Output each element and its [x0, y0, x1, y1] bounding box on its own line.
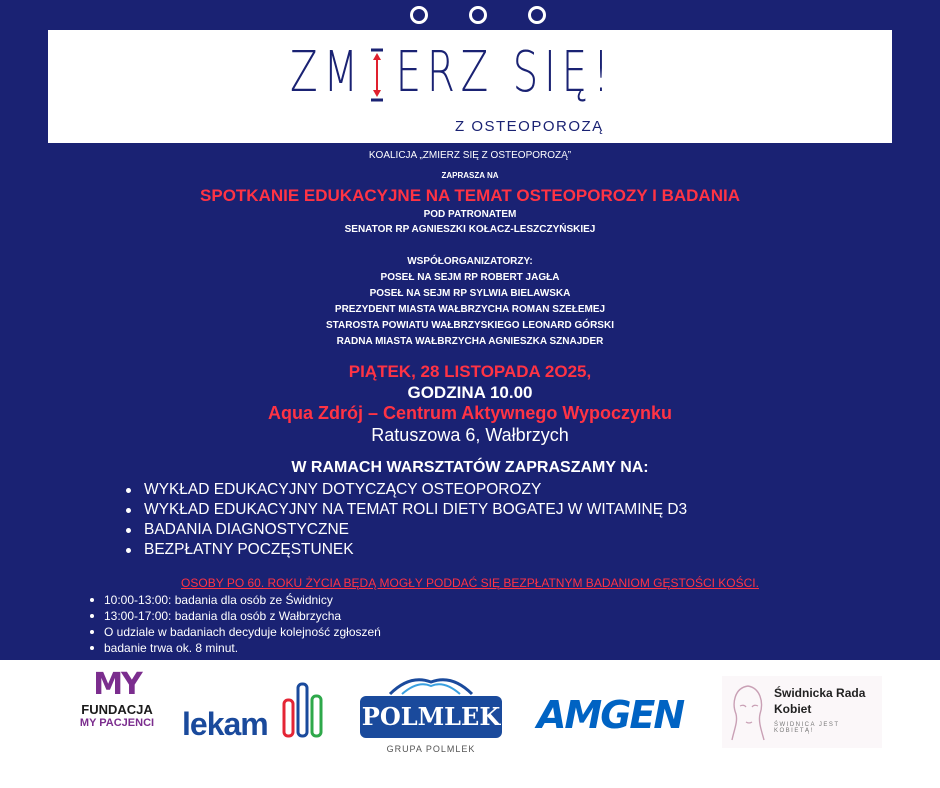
workshops-list [122, 480, 687, 560]
ring-ornament-icon [528, 6, 546, 24]
invites-text: ZAPRASZA NA [441, 171, 499, 180]
coorganizer-item: PREZYDENT MIASTA WAŁBRZYCHA ROMAN SZEŁEMEJ [334, 304, 606, 315]
swidnicka-title-2: Kobiet [774, 702, 812, 716]
event-venue: Aqua Zdrój – Centrum Aktywnego Wypoczynku [267, 403, 673, 423]
measure-marker-icon [370, 48, 384, 102]
fundacja-my-pacjenci-logo [72, 668, 162, 748]
list-item: badanie trwa ok. 8 minut. [88, 640, 381, 656]
coorganizer-item: RADNA MIASTA WAŁBRZYCHA AGNIESZKA SZNAJDER [336, 336, 604, 347]
polmlek-wave-icon [388, 672, 474, 696]
amgen-wordmark: AMGEN [537, 693, 684, 737]
list-item: 13:00-17:00: badania dla osób z Wałbrzycha [88, 608, 381, 624]
polmlek-group-label: GRUPA POLMLEK [386, 744, 476, 754]
lekam-wordmark: lekam [182, 706, 268, 742]
my-mark: MY [93, 667, 141, 702]
list-item: WYKŁAD EDUKACYJNY NA TEMAT ROLI DIETY BOGATEJ W WITAMINĘ D3 [122, 500, 687, 520]
amgen-logo [537, 690, 687, 740]
top-bar [0, 0, 940, 30]
patron-name: SENATOR RP AGNIESZKI KOŁACZ-LESZCZYŃSKIEJ [344, 224, 596, 235]
coalition-text: KOALICJA „ZMIERZ SIĘ Z OSTEOPOROZĄ” [368, 150, 572, 161]
event-title: SPOTKANIE EDUKACYJNE NA TEMAT OSTEOPOROZY I BADANIA [200, 186, 740, 205]
woman-face-icon [726, 682, 770, 744]
fundacja-name: MY PACJENCI [79, 717, 155, 729]
swidnicka-rada-kobiet-logo [722, 676, 882, 748]
list-item: O udziale w badaniach decyduje kolejność zgłoszeń [88, 624, 381, 640]
ring-ornament-icon [410, 6, 428, 24]
workshops-heading: W RAMACH WARSZTATÓW ZAPRASZAMY NA: [291, 459, 649, 476]
patronage-label: POD PATRONATEM [423, 209, 517, 220]
screening-details-list [88, 592, 381, 656]
list-item: 10:00-13:00: badania dla osób ze Świdnicy [88, 592, 381, 608]
right-border [892, 30, 940, 660]
swidnicka-tagline: ŚWIDNICA JEST KOBIETĄ! [774, 722, 840, 734]
coorganizer-item: STAROSTA POWIATU WAŁBRZYSKIEGO LEONARD GÓRSKI [326, 320, 614, 331]
coorganizer-item: POSEŁ NA SEJM RP ROBERT JAGŁA [380, 272, 560, 283]
left-border [0, 30, 48, 660]
event-date: PIĄTEK, 28 LISTOPADA 2O25, [348, 362, 592, 381]
title-part-right: ERZ SIĘ! [395, 40, 615, 105]
list-item: BEZPŁATNY POCZĘSTUNEK [122, 540, 687, 560]
swidnicka-title: Świdnicka Rada [774, 686, 866, 700]
list-item: WYKŁAD EDUKACYJNY DOTYCZĄCY OSTEOPOROZY [122, 480, 687, 500]
lekam-bars-icon [282, 672, 328, 744]
list-item: BADANIA DIAGNOSTYCZNE [122, 520, 687, 540]
fundacja-label: FUNDACJA [81, 702, 153, 717]
page-title [290, 38, 615, 108]
title-part-left: ZM [290, 40, 364, 105]
polmlek-logo [360, 670, 502, 758]
event-time: GODZINA 10.00 [407, 383, 533, 402]
coorganizer-item: POSEŁ NA SEJM RP SYLWIA BIELAWSKA [369, 288, 571, 299]
screening-notice: OSOBY PO 60. ROKU ŻYCIA BĘDĄ MOGŁY PODDAĆ SIĘ BEZPŁATNYM BADANIOM GĘSTOŚCI KOŚCI. [181, 576, 759, 590]
coorganizers-label: WSPÓŁORGANIZATORZY: [407, 256, 533, 267]
polmlek-wordmark: POLMLEK [360, 696, 502, 738]
event-address: Ratuszowa 6, Wałbrzych [371, 425, 569, 445]
lekam-logo [182, 672, 332, 744]
page-subtitle: Z OSTEOPOROZĄ [455, 118, 604, 135]
ring-ornament-icon [469, 6, 487, 24]
